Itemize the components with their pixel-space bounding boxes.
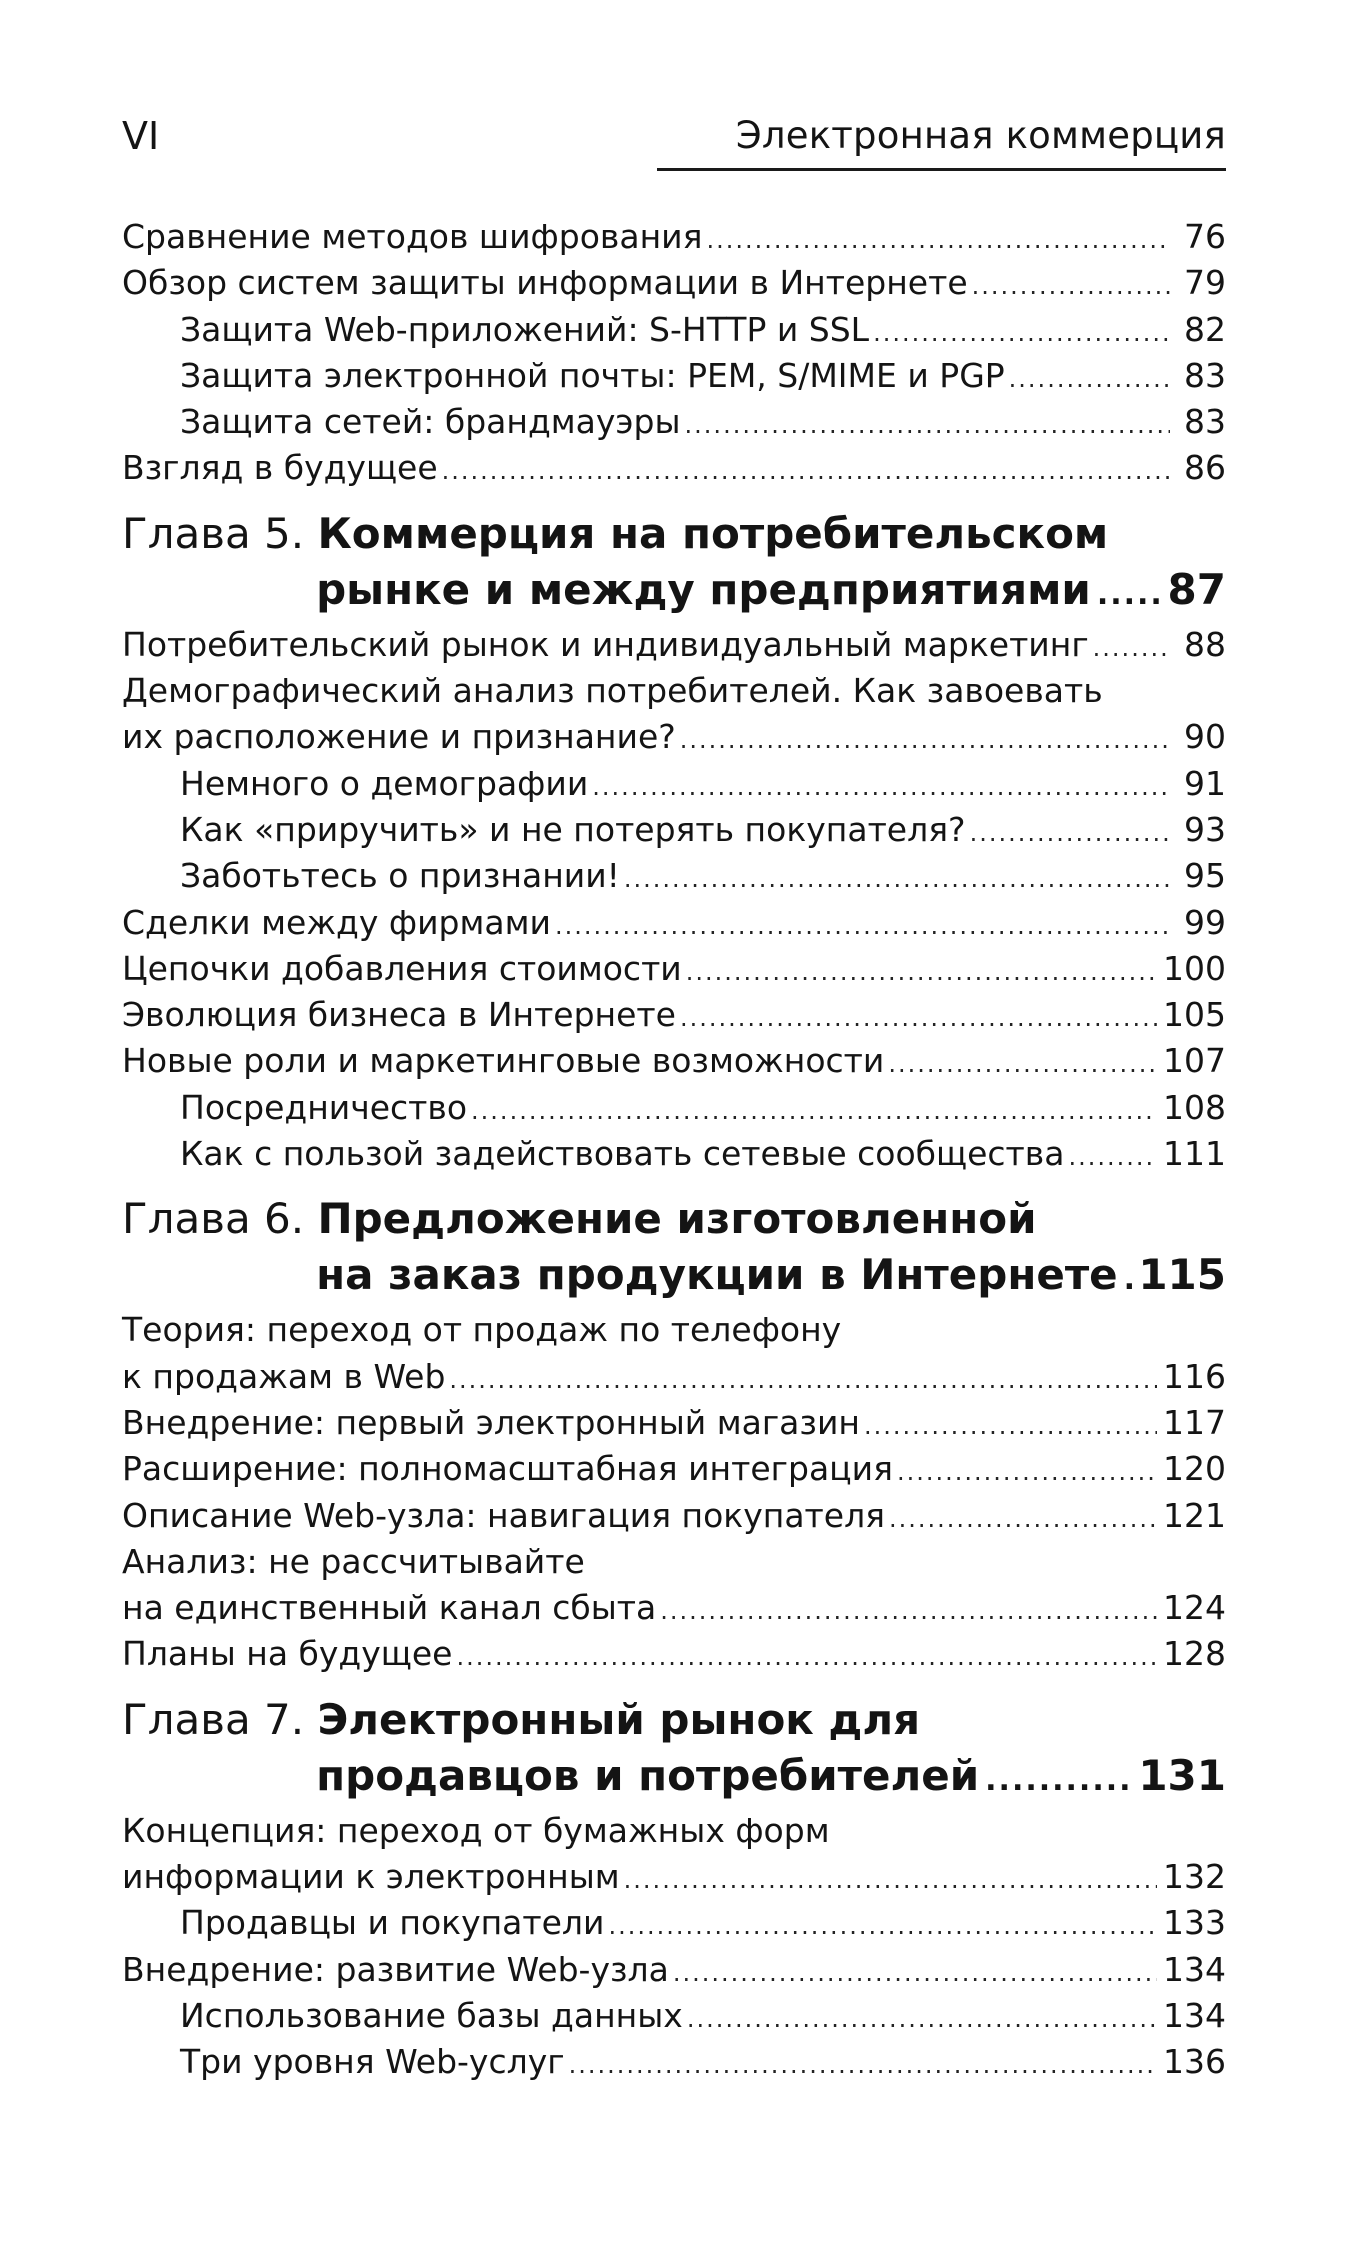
toc-entry[interactable] (122, 1446, 1226, 1492)
toc-page-number: 82 (1184, 309, 1226, 349)
toc-entry[interactable] (122, 1400, 1226, 1446)
chapter-heading[interactable] (122, 1191, 1226, 1303)
toc-entry-title: Демографический анализ потребителей. Как завоевать (122, 671, 1103, 711)
toc-entry[interactable] (122, 1900, 1226, 1946)
dot-leader (897, 1449, 1157, 1495)
chapter-page-number: 87 (1167, 564, 1226, 614)
toc-entry-title: Сделки между фирмами (122, 902, 551, 942)
chapter-label: Глава 7. (122, 1694, 305, 1744)
toc-entry-title: Теория: переход от продаж по телефону (122, 1310, 842, 1350)
dot-leader (456, 1634, 1157, 1680)
toc-page-number: 90 (1184, 717, 1226, 757)
chapter-title-line1: Электронный рынок для (317, 1694, 921, 1744)
toc-entry[interactable] (122, 622, 1226, 668)
chapter-heading-line2 (122, 562, 1226, 618)
toc-entry-title: Посредничество (180, 1087, 468, 1127)
chapter-heading-line1 (122, 1692, 1226, 1748)
chapter-title-line1: Предложение изготовленной (317, 1194, 1037, 1244)
toc-page-number: 95 (1184, 856, 1226, 896)
toc-page-number: 93 (1184, 809, 1226, 849)
toc-entry-continuation: на единственный канал сбыта (122, 1588, 657, 1628)
toc-entry-title: Новые роли и маркетинговые возможности (122, 1041, 885, 1081)
toc-page-number: 133 (1163, 1903, 1226, 1943)
toc-entry-title: Концепция: переход от бумажных форм (122, 1810, 830, 1850)
header-rule (657, 168, 1226, 171)
toc-page-number: 88 (1184, 624, 1226, 664)
dot-leader (970, 810, 1170, 856)
toc-page-number: 105 (1163, 995, 1226, 1035)
toc-page-number: 134 (1163, 1949, 1226, 1989)
toc-entry-title: Расширение: полномасштабная интеграция (122, 1449, 893, 1489)
dot-leader (624, 856, 1170, 902)
toc-entry-title: Планы на будущее (122, 1634, 453, 1674)
chapter-heading[interactable] (122, 1692, 1226, 1804)
dot-leader (687, 1996, 1157, 2042)
toc-entry-title: Использование базы данных (180, 1995, 683, 2035)
dot-leader (608, 1903, 1157, 1949)
toc-entry[interactable] (122, 260, 1226, 306)
toc-entry-title: Обзор систем защиты информации в Интернете (122, 263, 968, 303)
dot-leader (1097, 567, 1164, 623)
toc-entry-title: Внедрение: развитие Web-узла (122, 1949, 669, 1989)
toc-page-number: 100 (1163, 948, 1226, 988)
chapter-heading-line2 (122, 1748, 1226, 1804)
toc-page-number: 107 (1163, 1041, 1226, 1081)
dot-leader (680, 717, 1170, 763)
toc-entry[interactable] (122, 1038, 1226, 1084)
chapter-title-line2: рынке и между предприятиями (316, 564, 1091, 614)
toc-entry[interactable] (122, 307, 1226, 353)
toc-entry-title: Внедрение: первый электронный магазин (122, 1402, 860, 1442)
toc-entry-title: Защита электронной почты: PEM, S/MIME и PGP (180, 355, 1005, 395)
toc-page-number: 91 (1184, 763, 1226, 803)
toc-entry[interactable] (122, 1585, 1226, 1631)
dot-leader (889, 1496, 1157, 1542)
toc-entry[interactable] (122, 1085, 1226, 1131)
dot-leader (569, 2042, 1157, 2088)
chapter-page-number: 115 (1138, 1250, 1226, 1300)
toc-entry[interactable] (122, 399, 1226, 445)
toc-page-number: 134 (1163, 1995, 1226, 2035)
dot-leader (673, 1950, 1157, 1996)
toc-page-number: 120 (1163, 1449, 1226, 1489)
toc-entry-title: Анализ: не рассчитывайте (122, 1541, 585, 1581)
toc-page-number: 128 (1163, 1634, 1226, 1674)
toc-entry[interactable] (122, 353, 1226, 399)
toc-entry-title: Цепочки добавления стоимости (122, 948, 682, 988)
dot-leader (864, 1403, 1157, 1449)
dot-leader (449, 1357, 1157, 1403)
chapter-label: Глава 6. (122, 1194, 305, 1244)
toc-entry[interactable] (122, 445, 1226, 491)
toc-entry-title: Защита сетей: брандмауэры (180, 402, 681, 442)
toc-page-number: 117 (1163, 1402, 1226, 1442)
dot-leader (442, 448, 1170, 494)
toc-page-number: 132 (1163, 1857, 1226, 1897)
dot-leader (1068, 1134, 1157, 1180)
chapter-heading[interactable] (122, 506, 1226, 618)
dot-leader (555, 903, 1170, 949)
toc-page-number: 83 (1184, 402, 1226, 442)
chapter-page-number: 131 (1138, 1750, 1226, 1800)
toc-entry-title: Заботьтесь о признании! (180, 856, 620, 896)
dot-leader (1093, 625, 1170, 671)
chapter-heading-line1 (122, 506, 1226, 562)
toc-entry[interactable] (122, 714, 1226, 760)
dot-leader (660, 1588, 1157, 1634)
toc-entry[interactable] (122, 1354, 1226, 1400)
chapter-title-line2: на заказ продукции в Интернете (316, 1250, 1118, 1300)
chapter-heading-line1 (122, 1191, 1226, 1247)
toc-entry-title: Сравнение методов шифрования (122, 217, 703, 256)
dot-leader (985, 1753, 1134, 1809)
dot-leader (1009, 356, 1170, 402)
dot-leader (592, 764, 1170, 810)
toc-entry[interactable] (122, 807, 1226, 853)
toc-page-number: 86 (1184, 448, 1226, 488)
dot-leader (972, 263, 1170, 309)
dot-leader (888, 1041, 1157, 1087)
toc-entry-continuation: их расположение и признание? (122, 717, 676, 757)
toc-entry-continuation: информации к электронным (122, 1857, 620, 1897)
toc-page-number: 124 (1163, 1588, 1226, 1628)
toc-page-number: 99 (1184, 902, 1226, 942)
toc-entry-continuation: к продажам в Web (122, 1356, 446, 1396)
toc-entry[interactable] (122, 1631, 1226, 1677)
toc-entry-title: Взгляд в будущее (122, 448, 438, 488)
toc-entry[interactable] (122, 214, 1226, 260)
chapter-title-line1: Коммерция на потребительском (317, 508, 1109, 558)
toc-entry[interactable] (122, 900, 1226, 946)
toc-entry[interactable] (122, 1493, 1226, 1539)
chapter-title-line2: продавцов и потребителей (316, 1750, 980, 1800)
page-number: VI (122, 114, 160, 158)
toc-entry[interactable] (122, 1947, 1226, 1993)
toc-page-number: 116 (1163, 1356, 1226, 1396)
toc-entry-title: Продавцы и покупатели (180, 1903, 605, 1943)
toc-entry[interactable] (122, 1131, 1226, 1177)
dot-leader (686, 949, 1157, 995)
toc-entry-title: Потребительский рынок и индивидуальный маркетинг (122, 624, 1089, 664)
toc-entry-title: Немного о демографии (180, 763, 589, 803)
toc-page-number: 83 (1184, 355, 1226, 395)
toc-entry-title: Как с пользой задействовать сетевые сообщества (180, 1134, 1065, 1174)
dot-leader (706, 217, 1170, 263)
toc-entry-title: Эволюция бизнеса в Интернете (122, 995, 676, 1035)
dot-leader (624, 1857, 1157, 1903)
table-of-contents (122, 214, 1226, 2086)
toc-entry[interactable] (122, 761, 1226, 807)
toc-entry[interactable] (122, 992, 1226, 1038)
toc-entry[interactable] (122, 946, 1226, 992)
toc-entry-title: Описание Web-узла: навигация покупателя (122, 1495, 886, 1535)
toc-page-number: 111 (1163, 1134, 1226, 1174)
toc-entry[interactable] (122, 2039, 1226, 2085)
toc-page-number: 108 (1163, 1087, 1226, 1127)
toc-page-number: 76 (1184, 217, 1226, 256)
toc-page-number: 79 (1184, 263, 1226, 303)
toc-entry-title: Как «приручить» и не потерять покупателя? (180, 809, 966, 849)
running-header (122, 106, 1226, 166)
toc-entry-title: Три уровня Web-услуг (180, 2042, 565, 2082)
toc-entry[interactable] (122, 1854, 1226, 1900)
toc-entry-title: Защита Web-приложений: S-HTTP и SSL (180, 309, 870, 349)
toc-entry[interactable] (122, 853, 1226, 899)
dot-leader (1124, 1252, 1135, 1308)
toc-entry[interactable] (122, 1993, 1226, 2039)
dot-leader (873, 310, 1170, 356)
dot-leader (471, 1088, 1157, 1134)
running-title: Электронная коммерция (735, 114, 1226, 157)
chapter-label: Глава 5. (122, 508, 305, 558)
toc-page-number: 121 (1163, 1495, 1226, 1535)
dot-leader (680, 995, 1157, 1041)
chapter-heading-line2 (122, 1247, 1226, 1303)
toc-page-number: 136 (1163, 2042, 1226, 2082)
dot-leader (685, 402, 1170, 448)
